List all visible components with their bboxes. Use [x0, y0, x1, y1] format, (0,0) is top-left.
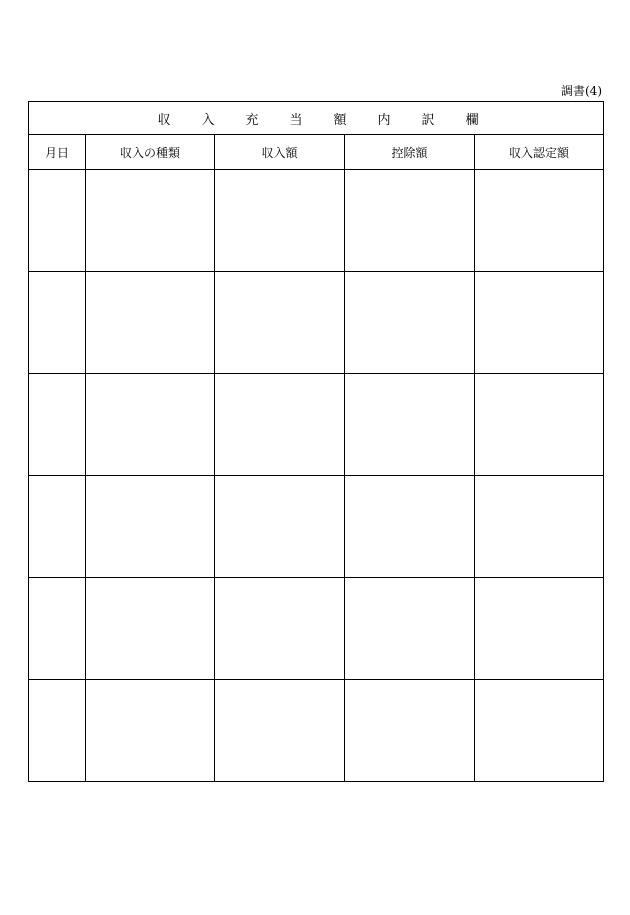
column-header-income-amount: 収入額: [215, 135, 345, 170]
table-cell-income-amount: [215, 272, 345, 374]
table-cell-recognized-income: [475, 272, 604, 374]
title-char: 額: [333, 112, 347, 128]
table-cell-income-type: [86, 578, 215, 680]
table-cell-recognized-income: [475, 476, 604, 578]
income-breakdown-table: [28, 101, 604, 782]
table-cell-date: [29, 476, 86, 578]
table-cell-deduction-amount: [345, 578, 475, 680]
table-cell-recognized-income: [475, 680, 604, 782]
table-cell-recognized-income: [475, 170, 604, 272]
title-char: 当: [289, 112, 303, 128]
table-row: [29, 680, 604, 782]
table-cell-date: [29, 680, 86, 782]
table-cell-income-amount: [215, 578, 345, 680]
column-header-recognized-income: 収入認定額: [475, 135, 604, 170]
title-char: 内: [377, 112, 391, 128]
table-cell-deduction-amount: [345, 170, 475, 272]
title-char: 欄: [465, 112, 479, 128]
table-cell-income-amount: [215, 476, 345, 578]
table-row: [29, 476, 604, 578]
table-cell-date: [29, 272, 86, 374]
table-cell-income-type: [86, 170, 215, 272]
header-row: [29, 135, 604, 170]
title-row: [29, 102, 604, 135]
table-cell-date: [29, 170, 86, 272]
table-cell-income-type: [86, 476, 215, 578]
title-char: 訳: [421, 112, 435, 128]
table-row: [29, 578, 604, 680]
table-row: [29, 170, 604, 272]
table-cell-income-type: [86, 680, 215, 782]
table-cell-deduction-amount: [345, 374, 475, 476]
table-cell-date: [29, 374, 86, 476]
table-cell-deduction-amount: [345, 680, 475, 782]
table-cell-deduction-amount: [345, 272, 475, 374]
table-title: [29, 102, 604, 135]
column-header-deduction-amount: 控除額: [345, 135, 475, 170]
table-row: [29, 272, 604, 374]
title-char: 充: [245, 112, 259, 128]
table-cell-deduction-amount: [345, 476, 475, 578]
table-cell-recognized-income: [475, 578, 604, 680]
table-cell-recognized-income: [475, 374, 604, 476]
table-cell-income-type: [86, 374, 215, 476]
column-header-date: 月日: [29, 135, 86, 170]
column-header-income-type: 収入の種類: [86, 135, 215, 170]
table-cell-income-amount: [215, 374, 345, 476]
document-code: 調書(4): [561, 84, 602, 98]
title-char: 入: [201, 112, 215, 128]
table-cell-date: [29, 578, 86, 680]
table-cell-income-amount: [215, 680, 345, 782]
table-row: [29, 374, 604, 476]
table-cell-income-amount: [215, 170, 345, 272]
table-cell-income-type: [86, 272, 215, 374]
title-char: 収: [157, 112, 171, 128]
